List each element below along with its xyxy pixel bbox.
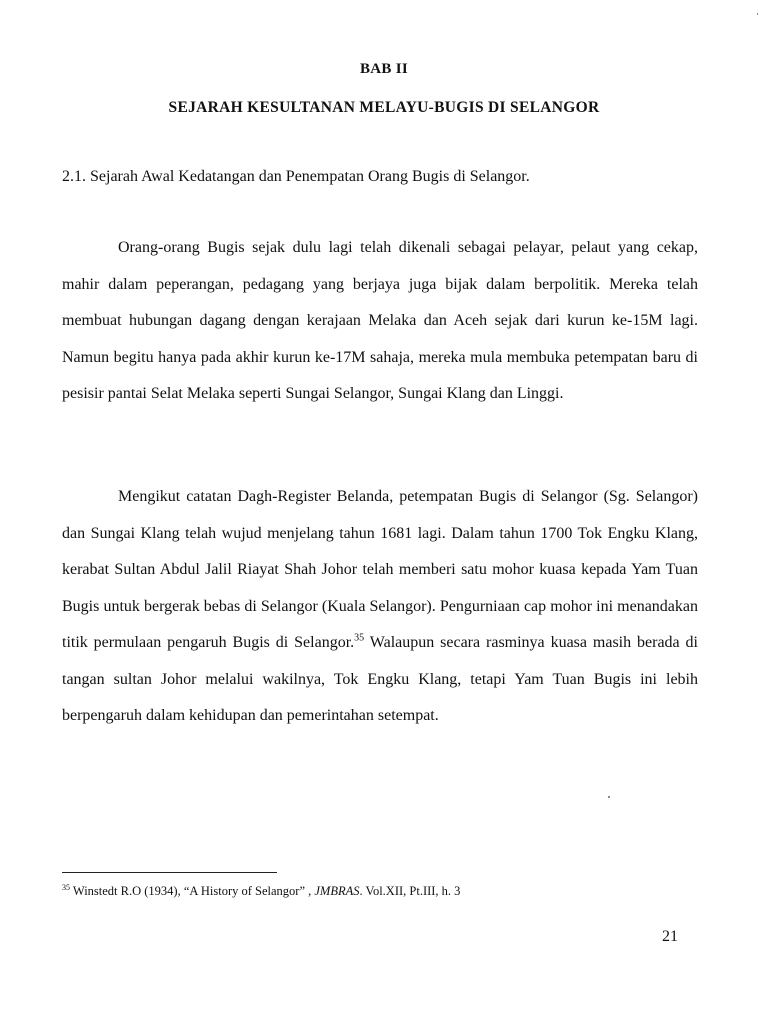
footnote — [62, 884, 460, 899]
scan-speck — [757, 13, 758, 15]
paragraph-2 — [62, 479, 698, 735]
section-heading: 2.1. Sejarah Awal Kedatangan dan Penempatan Orang Bugis di Selangor. — [62, 168, 530, 185]
footnote-text: Winstedt R.O (1934), “A History of Selangor” , — [70, 884, 315, 898]
paragraph-2-text-a: Mengikut catatan Dagh-Register Belanda, petempatan Bugis di Selangor (Sg. Selangor) dan Sungai Klang telah wujud menjelang tahun 1681 lagi. Dalam tahun 1700 Tok Engku Klang, kerabat Sultan Abdul Jalil Riayat Shah Johor telah memberi satu mohor kuasa kepada Yam Tuan Bugis untuk bergerak bebas di Selangor (Kuala Selangor). Pengurniaan cap mohor ini menandakan titik permulaan pengaruh Bugis di Selangor. — [62, 488, 698, 651]
footnote-text-end: . Vol.XII, Pt.III, h. 3 — [359, 884, 461, 898]
chapter-title: SEJARAH KESULTANAN MELAYU-BUGIS DI SELANGOR — [168, 99, 600, 116]
paragraph-2-text-b: Walaupun secara rasminya kuasa masih berada di tangan sultan Johor melalui wakilnya, Tok Engku Klang, tetapi Yam Tuan Bugis ini lebih berpengaruh dalam kehidupan dan pemerintahan setempat. — [62, 634, 699, 724]
page-number: 21 — [662, 928, 678, 945]
paragraph-1: Orang-orang Bugis sejak dulu lagi telah dikenali sebagai pelayar, pelaut yang cekap, mahir dalam peperangan, pedagang yang berjaya juga bijak dalam berpolitik. Mereka telah membuat hubungan dagang dengan kerajaan Melaka dan Aceh sejak dari kurun ke-15M lagi. Namun begitu hanya pada akhir kurun ke-17M sahaja, mereka mula membuka petempatan baru di pesisir pantai Selat Melaka seperti Sungai Selangor, Sungai Klang dan Linggi. — [62, 239, 698, 402]
footnote-journal: JMBRAS — [314, 884, 360, 898]
footnote-marker: 35 — [62, 882, 70, 892]
footnote-divider — [62, 872, 277, 873]
footnote-reference: 35 — [354, 632, 365, 644]
chapter-label: BAB II — [359, 61, 409, 77]
scan-speck — [608, 796, 610, 798]
